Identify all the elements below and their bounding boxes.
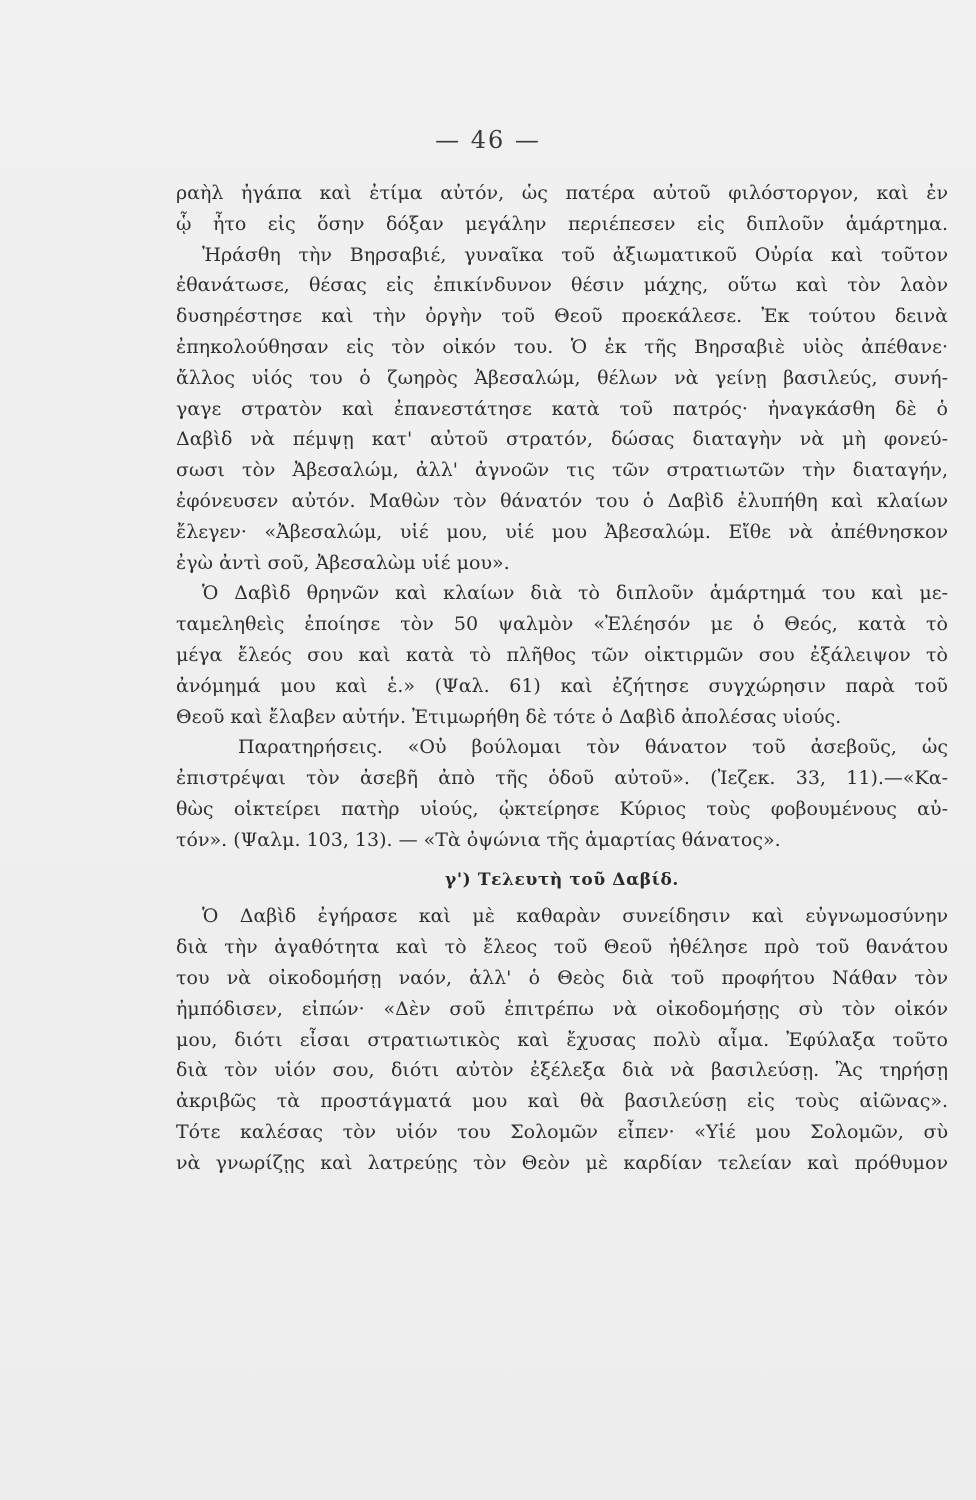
paragraph-2 bbox=[176, 578, 948, 732]
text-line: μου, διότι εἶσαι στρατιωτικὸς καὶ ἔχυσας πολὺ αἷμα. Ἐφύλαξα τοῦτο bbox=[176, 1028, 948, 1051]
text-line: διὰ τὴν ἀγαθότητα καὶ τὸ ἔλεος τοῦ Θεοῦ ἠθέλησε πρὸ τοῦ θανάτου bbox=[176, 936, 948, 959]
page-number: — 46 — bbox=[435, 126, 541, 154]
text-line: ἐφόνευσεν αὐτόν. Μαθὼν τὸν θάνατόν του ὁ Δαβὶδ ἐλυπήθη καὶ κλαίων bbox=[176, 489, 948, 512]
text-line: ταμεληθεὶς ἐποίησε τὸν 50 ψαλμὸν «Ἐλέησόν με ὁ Θεός, κατὰ τὸ bbox=[176, 613, 948, 636]
text-line: Τότε καλέσας τὸν υἱόν του Σολομῶν εἶπεν· «Υἱέ μου Σολομῶν, σὺ bbox=[176, 1120, 948, 1143]
text-line: ἐγὼ ἀντὶ σοῦ, Ἀβεσαλὼμ υἱέ μου». bbox=[176, 551, 510, 574]
section-heading-wrapper bbox=[176, 864, 948, 896]
paragraph-3 bbox=[176, 901, 948, 1178]
text-line: του νὰ οἰκοδομήσῃ ναόν, ἀλλ' ὁ Θεὸς διὰ τοῦ προφήτου Νάθαν τὸν bbox=[176, 966, 948, 989]
text-line: ᾧ ἦτο εἰς ὅσην δόξαν μεγάλην περιέπεσεν εἰς διπλοῦν ἁμάρτημα. bbox=[176, 212, 948, 235]
text-line: ἐπηκολούθησαν εἰς τὸν οἰκόν του. Ὁ ἐκ τῆς Βηρσαβιὲ υἱὸς ἀπέθανε· bbox=[176, 335, 948, 358]
text-line: Δαβὶδ νὰ πέμψῃ κατ' αὐτοῦ στρατόν, δώσας διαταγὴν νὰ μὴ φονεύ- bbox=[176, 428, 948, 451]
observations bbox=[176, 732, 948, 855]
text-line: γαγε στρατὸν καὶ ἐπανεστάτησε κατὰ τοῦ πατρός· ἠναγκάσθη δὲ ὁ bbox=[176, 397, 948, 420]
text-line: ἠμπόδισεν, εἰπών· «Δὲν σοῦ ἐπιτρέπω νὰ οἰκοδομήσῃς σὺ τὸν οἰκόν bbox=[176, 997, 948, 1020]
text-line: νὰ γνωρίζῃς καὶ λατρεύῃς τὸν Θεὸν μὲ καρδίαν τελείαν καὶ πρόθυμον bbox=[176, 1151, 948, 1174]
text-line: ἐθανάτωσε, θέσας εἰς ἐπικίνδυνον θέσιν μάχης, οὕτω καὶ τὸν λαὸν bbox=[176, 274, 948, 297]
text-line: ἀνόμημά μου καὶ ἑ.» (Ψαλ. 61) καὶ ἐζήτησε συγχώρησιν παρὰ τοῦ bbox=[176, 674, 948, 697]
text-line: ραὴλ ἠγάπα καὶ ἐτίμα αὐτόν, ὡς πατέρα αὐτοῦ φιλόστοργον, καὶ ἐν bbox=[176, 182, 948, 204]
text-line: Ὁ Δαβὶδ θρηνῶν καὶ κλαίων διὰ τὸ διπλοῦν ἁμάρτημά του καὶ με- bbox=[202, 582, 948, 605]
text-line: σωσι τὸν Ἀβεσαλώμ, ἀλλ' ἀγνοῶν τις τῶν στρατιωτῶν τὴν διαταγήν, bbox=[176, 459, 948, 482]
text-line: μέγα ἔλεός σου καὶ κατὰ τὸ πλῆθος τῶν οἰκτιρμῶν σου ἐξάλειψον τὸ bbox=[176, 643, 948, 666]
text-line: Ὁ Δαβὶδ ἐγήρασε καὶ μὲ καθαρὰν συνείδησιν καὶ εὐγνωμοσύνην bbox=[202, 905, 948, 928]
text-line: Παρατηρήσεις. «Οὐ βούλομαι τὸν θάνατον τοῦ ἀσεβοῦς, ὡς bbox=[238, 736, 948, 759]
text-line: διὰ τὸν υἱόν σου, διότι αὐτὸν ἐξέλεξα διὰ νὰ βασιλεύσῃ. Ἂς τηρήσῃ bbox=[176, 1059, 948, 1082]
page-text bbox=[176, 178, 948, 1179]
paragraph-1 bbox=[176, 178, 948, 578]
text-line: ἄλλος υἱός του ὁ ζωηρὸς Ἀβεσαλώμ, θέλων νὰ γείνῃ βασιλεύς, συνή- bbox=[176, 366, 948, 389]
text-line: ἔλεγεν· «Ἀβεσαλώμ, υἱέ μου, υἱέ μου Ἀβεσαλώμ. Εἴθε νὰ ἀπέθνησκον bbox=[176, 520, 948, 543]
text-line: ἐπιστρέψαι τὸν ἀσεβῆ ἀπὸ τῆς ὁδοῦ αὐτοῦ». (Ἰεζεκ. 33, 11).—«Κα- bbox=[176, 767, 948, 790]
text-line: δυσηρέστησε καὶ τὴν ὀργὴν τοῦ Θεοῦ προεκάλεσε. Ἐκ τούτου δεινὰ bbox=[176, 305, 948, 328]
text-line: Θεοῦ καὶ ἔλαβεν αὐτήν. Ἐτιμωρήθη δὲ τότε ὁ Δαβὶδ ἀπολέσας υἱούς. bbox=[176, 705, 842, 728]
section-heading: γ') Τελευτὴ τοῦ Δαβίδ. bbox=[445, 869, 679, 890]
text-line: θὼς οἰκτείρει πατὴρ υἱούς, ᾠκτείρησε Κύριος τοὺς φοβουμένους αὐ- bbox=[176, 797, 948, 820]
text-line: ἀκριβῶς τὰ προστάγματά μου καὶ θὰ βασιλεύσῃ εἰς τοὺς αἰῶνας». bbox=[176, 1090, 948, 1113]
text-line: Ἠράσθη τὴν Βηρσαβιέ, γυναῖκα τοῦ ἀξιωματικοῦ Οὐρία καὶ τοῦτον bbox=[202, 243, 948, 266]
text-line: τόν». (Ψαλμ. 103, 13). — «Τὰ ὀψώνια τῆς ἁμαρτίας θάνατος». bbox=[176, 828, 781, 851]
